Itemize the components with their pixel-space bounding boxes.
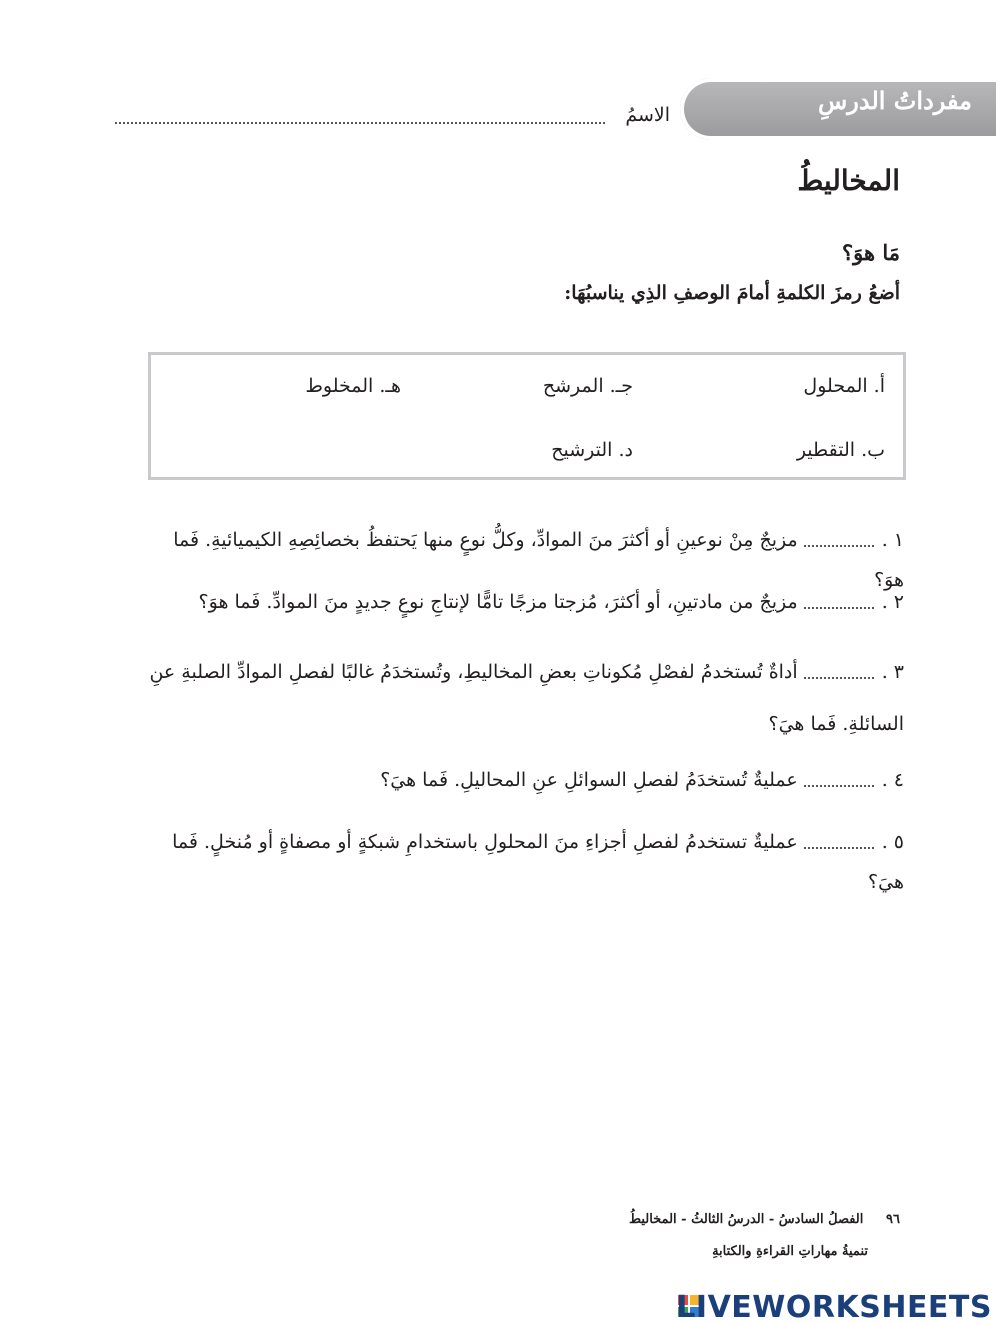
question-item — [144, 582, 904, 622]
item-number: ٣ . — [881, 661, 904, 683]
answer-blank[interactable] — [804, 667, 874, 679]
page-title: المخاليطُ — [797, 164, 900, 197]
item-text: عمليةٌ تُستخدَمُ لفصلِ السوائلِ عنِ المحاليلِ. فَما هيَ؟ — [380, 769, 798, 791]
question-item — [144, 760, 904, 800]
item-text: عمليةٌ تستخدمُ لفصلِ أجزاءِ منَ المحلولِ باستخدامِ شبكةٍ أو مصفاةٍ أو مُنخلٍ. فَما هيَ؟ — [172, 831, 904, 893]
name-input-line[interactable] — [115, 122, 605, 124]
tab-label: مفرداتُ الدرسِ — [817, 86, 972, 115]
question-heading: مَا هوَ؟ — [841, 240, 900, 265]
book-title: تنميةُ مهاراتِ القراءةِ والكتابةِ — [712, 1244, 868, 1259]
item-text: مزيجٌ من مادتينِ، أو أكثرَ، مُزجتا مزجًا تامًّا لإنتاجِ نوعٍ جديدٍ منَ الموادِّ. فَما هوَ؟ — [198, 591, 798, 613]
option-j: جـ. المرشح — [542, 375, 633, 397]
answer-blank[interactable] — [804, 837, 874, 849]
options-box — [148, 352, 906, 480]
question-item — [144, 646, 904, 750]
answer-blank[interactable] — [804, 597, 874, 609]
option-d: د. الترشيح — [551, 439, 633, 461]
answer-blank[interactable] — [804, 775, 874, 787]
item-number: ١ . — [881, 529, 904, 551]
item-number: ٥ . — [881, 831, 904, 853]
item-text: مزيجٌ مِنْ نوعينِ أو أكثرَ منَ الموادِّ، وكلُّ نوعٍ منها يَحتفظُ بخصائِصِهِ الكيميائيةِ. فَما هوَ؟ — [173, 529, 904, 591]
instruction: أضعُ رمزَ الكلمةِ أمامَ الوصفِ الذِي يناسبُهَا: — [564, 282, 900, 304]
question-item — [144, 822, 904, 902]
item-number: ٢ . — [881, 591, 904, 613]
footer-chapter-line — [629, 1212, 900, 1227]
brand-wordmark: LIVEWORKSHEETS — [676, 1290, 992, 1325]
item-number: ٤ . — [881, 769, 904, 791]
option-a: أ. المحلول — [803, 375, 885, 397]
chapter-title: الفصلُ السادسُ - الدرسُ الثالثُ - المخاليطُ — [628, 1212, 864, 1227]
option-h: هـ. المخلوط — [305, 375, 401, 397]
option-b: ب. التقطير — [796, 439, 885, 461]
name-label: الاسمُ — [625, 104, 670, 126]
answer-blank[interactable] — [804, 535, 874, 547]
item-text: أداةٌ تُستخدمُ لفصْلِ مُكوناتِ بعضِ المخاليطِ، وتُستخدَمُ غالبًا لفصلِ الموادِّ الصلبةِ عنِ السائلةِ. فَما هيَ؟ — [149, 661, 904, 735]
page-number: ٩٦ — [886, 1212, 900, 1227]
